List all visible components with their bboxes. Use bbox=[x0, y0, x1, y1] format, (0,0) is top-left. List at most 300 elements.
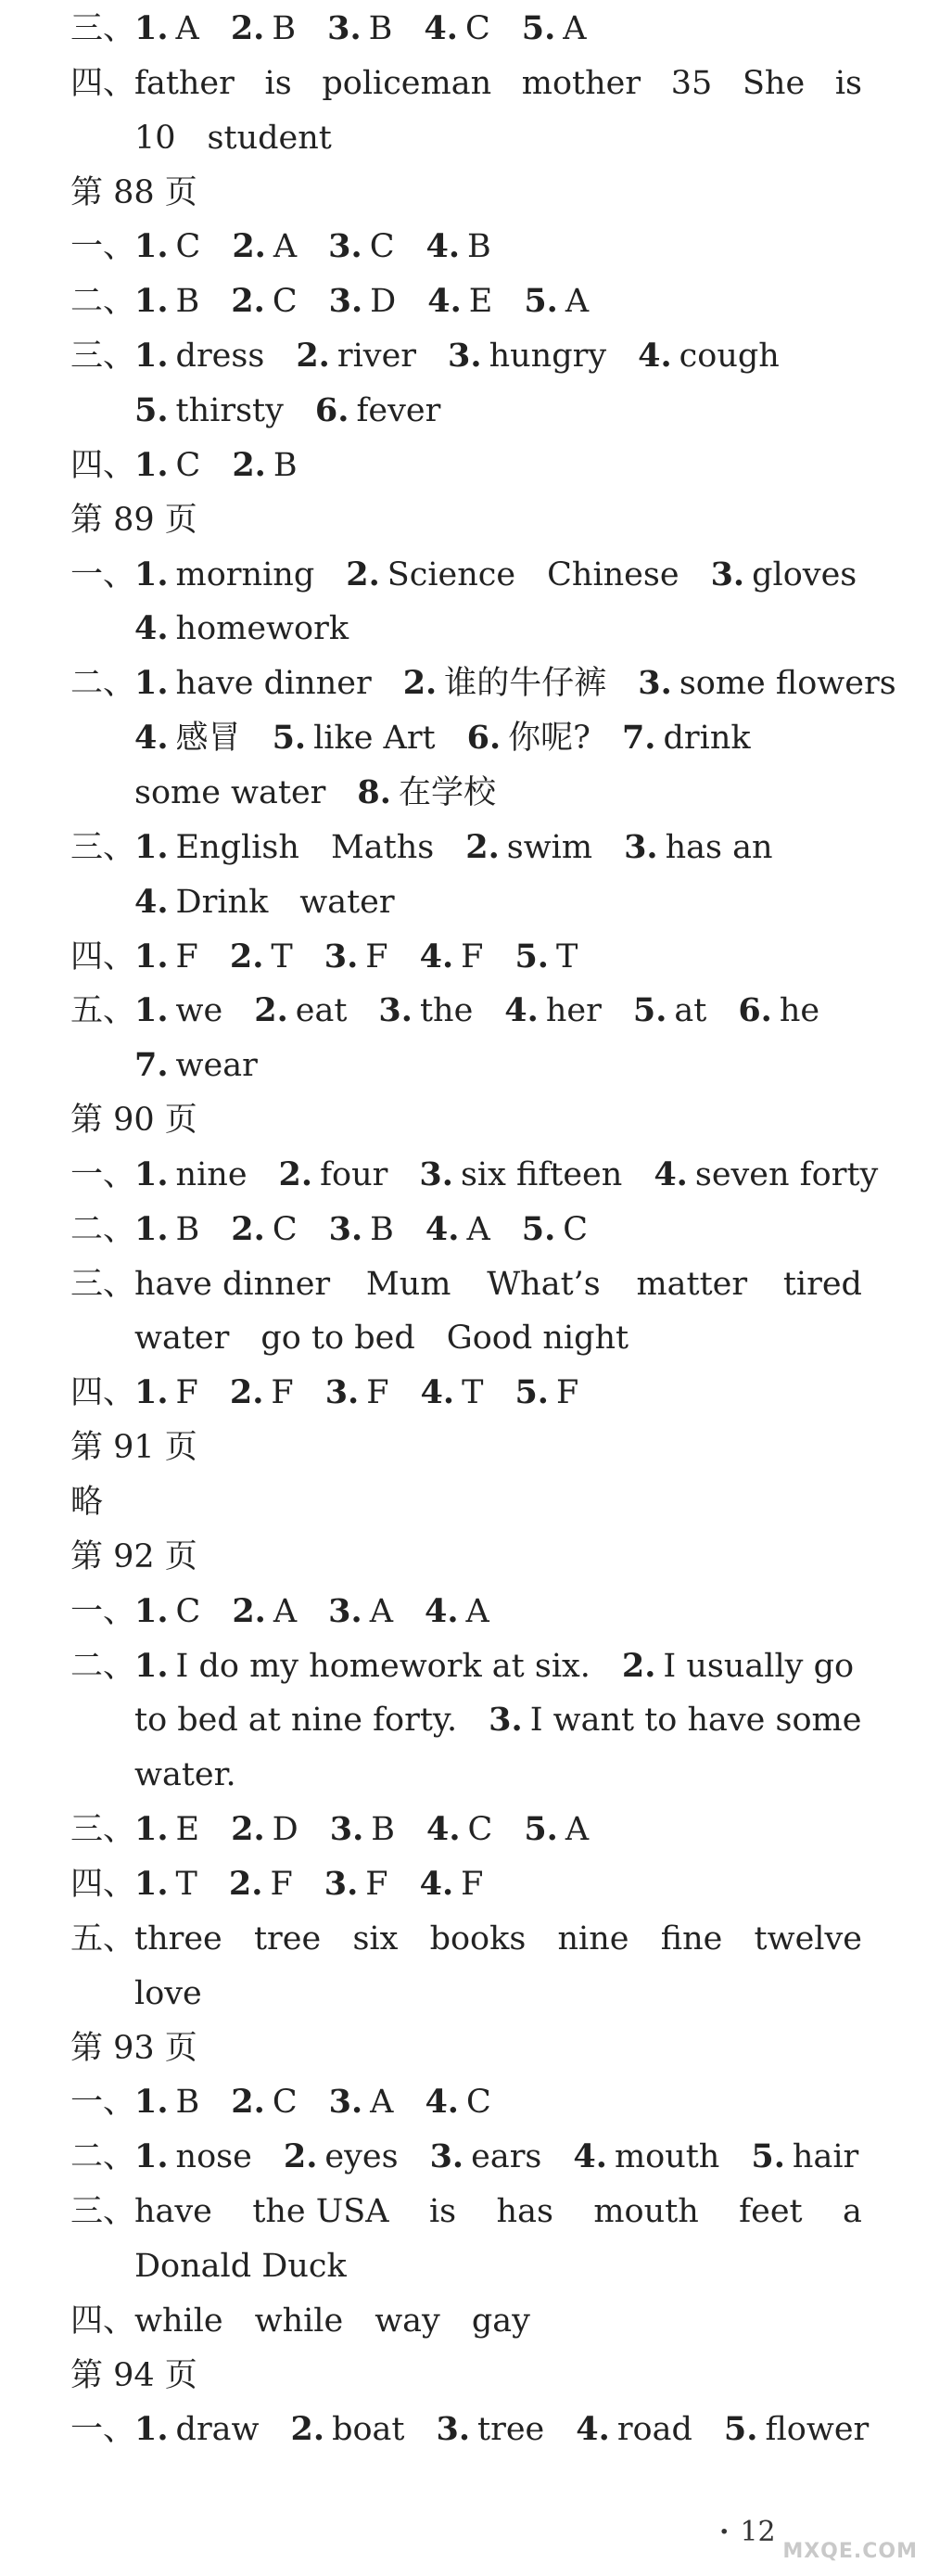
answer-item bbox=[322, 57, 491, 110]
answer-item bbox=[315, 384, 440, 438]
item-number: 5. bbox=[524, 1810, 558, 1848]
answer-item bbox=[134, 1039, 258, 1092]
item-number: 1. bbox=[134, 227, 169, 266]
answer-text: way bbox=[375, 2302, 440, 2340]
page-heading bbox=[0, 166, 927, 220]
answer-item bbox=[134, 1803, 199, 1856]
page-heading-text: 第 89 页 bbox=[70, 501, 197, 539]
answer-line-continued bbox=[0, 1311, 927, 1365]
answer-item bbox=[638, 329, 780, 383]
answer-row bbox=[134, 1748, 862, 1802]
answer-text: 10 bbox=[134, 119, 176, 157]
answer-text: while bbox=[254, 2302, 344, 2340]
item-number: 2. bbox=[232, 1591, 266, 1630]
answer-item bbox=[134, 930, 198, 984]
answer-text: 你呢? bbox=[508, 720, 590, 758]
section-label: 一、 bbox=[70, 2084, 136, 2122]
answer-item bbox=[467, 711, 590, 765]
answer-text: ears bbox=[471, 2138, 542, 2176]
answer-text: F bbox=[365, 1865, 388, 1903]
answer-text: A bbox=[369, 1592, 393, 1630]
answer-item bbox=[291, 2403, 405, 2456]
item-number: 4. bbox=[134, 609, 169, 648]
answer-item bbox=[738, 984, 819, 1038]
answer-text: Donald Duck bbox=[134, 2247, 347, 2285]
item-number: 4. bbox=[424, 9, 458, 47]
answer-row bbox=[134, 711, 862, 765]
answer-item bbox=[427, 274, 492, 328]
answer-item bbox=[547, 548, 679, 602]
answer-text: A bbox=[466, 1210, 490, 1248]
answer-text: water bbox=[299, 883, 395, 921]
answer-row bbox=[134, 439, 862, 492]
answer-row bbox=[134, 1967, 862, 2021]
item-number: 2. bbox=[402, 664, 438, 703]
answer-item bbox=[593, 2185, 698, 2238]
answer-item bbox=[331, 821, 434, 874]
answer-line-continued bbox=[0, 1967, 927, 2021]
answer-item bbox=[522, 2, 587, 56]
answer-text: A bbox=[273, 228, 298, 266]
answer-line bbox=[0, 821, 927, 874]
answer-item bbox=[134, 766, 325, 820]
answer-text: F bbox=[175, 1374, 198, 1412]
answer-item bbox=[426, 1803, 492, 1856]
answer-text: C bbox=[175, 446, 201, 484]
answer-row bbox=[134, 1148, 879, 1202]
answer-text: gay bbox=[471, 2302, 530, 2340]
answer-item bbox=[134, 2403, 260, 2456]
answer-item bbox=[743, 57, 805, 110]
answer-text: six bbox=[352, 1919, 399, 1958]
answer-item bbox=[524, 274, 589, 328]
section-label: 二、 bbox=[70, 665, 136, 703]
item-number: 2. bbox=[229, 1373, 264, 1412]
answer-text: I want to have some bbox=[529, 1702, 862, 1740]
answer-row bbox=[134, 875, 862, 929]
section-label: 四、 bbox=[70, 64, 136, 102]
item-number: 2. bbox=[278, 1154, 313, 1193]
answer-text: wear bbox=[175, 1047, 258, 1085]
answer-item bbox=[324, 930, 388, 984]
page-heading-text: 第 90 页 bbox=[70, 1102, 197, 1139]
answer-text: books bbox=[429, 1919, 527, 1958]
answer-item bbox=[425, 1585, 489, 1639]
answer-text: I do my homework at six. bbox=[175, 1647, 590, 1685]
answer-item bbox=[134, 1748, 236, 1802]
answer-text: F bbox=[175, 937, 198, 976]
answer-text: B bbox=[272, 10, 297, 47]
page-heading bbox=[0, 2349, 927, 2403]
item-number: 5. bbox=[134, 390, 169, 429]
answer-text: Chinese bbox=[547, 555, 679, 593]
answer-item bbox=[346, 548, 515, 602]
answer-row bbox=[134, 2239, 862, 2293]
answer-line bbox=[0, 1639, 927, 1693]
answer-text: C bbox=[272, 1210, 298, 1248]
answer-text: feet bbox=[739, 2193, 803, 2230]
answer-item bbox=[448, 329, 606, 383]
answer-item bbox=[558, 1912, 629, 1966]
answer-item bbox=[421, 1366, 484, 1420]
item-number: 1. bbox=[134, 337, 169, 376]
item-number: 1. bbox=[134, 991, 169, 1030]
answer-text: C bbox=[272, 2084, 298, 2122]
answer-text: drink bbox=[663, 720, 751, 758]
item-number: 4. bbox=[420, 1373, 455, 1412]
page-heading-text: 第 88 页 bbox=[70, 173, 197, 211]
answer-text: is bbox=[834, 64, 862, 102]
answer-text: draw bbox=[175, 2411, 260, 2449]
page-heading bbox=[0, 2021, 927, 2075]
answer-row bbox=[134, 1585, 862, 1639]
answer-item bbox=[134, 1366, 198, 1420]
answer-text: English bbox=[175, 828, 299, 866]
answer-item bbox=[134, 1967, 202, 2021]
answer-row bbox=[134, 2075, 862, 2129]
answer-row bbox=[134, 1639, 862, 1693]
answer-text: he bbox=[779, 992, 820, 1030]
item-number: 3. bbox=[624, 827, 658, 866]
item-number: 7. bbox=[621, 719, 656, 758]
item-number: 3. bbox=[324, 937, 359, 976]
answer-text: tired bbox=[782, 1265, 862, 1303]
answer-line-continued bbox=[0, 875, 927, 929]
answer-text: 在学校 bbox=[398, 773, 496, 811]
answer-item bbox=[134, 2239, 347, 2293]
answer-item bbox=[420, 930, 484, 984]
answer-line bbox=[0, 220, 927, 274]
answer-item bbox=[231, 1803, 298, 1856]
answer-item bbox=[273, 711, 436, 765]
answer-item bbox=[231, 2, 296, 56]
answer-item bbox=[134, 711, 241, 765]
answer-text: homework bbox=[175, 610, 349, 648]
item-number: 4. bbox=[504, 991, 539, 1030]
answer-item bbox=[134, 1585, 200, 1639]
answer-line bbox=[0, 1585, 927, 1639]
answer-text: thirsty bbox=[175, 391, 284, 429]
answer-item bbox=[296, 329, 416, 383]
answer-text: Mum bbox=[365, 1265, 451, 1303]
answer-item bbox=[232, 439, 297, 492]
answer-text: nine bbox=[557, 1919, 629, 1958]
item-number: 7. bbox=[134, 1046, 169, 1085]
answer-text: fine bbox=[660, 1919, 723, 1958]
item-number: 5. bbox=[751, 2137, 785, 2176]
item-number: 4. bbox=[134, 882, 169, 921]
answer-item bbox=[229, 1857, 293, 1911]
answer-text: tree bbox=[253, 1919, 322, 1958]
answer-line bbox=[0, 439, 927, 492]
answer-item bbox=[134, 384, 284, 438]
answer-text: twelve bbox=[754, 1919, 862, 1958]
item-number: 3. bbox=[710, 555, 745, 593]
answer-line bbox=[0, 548, 927, 602]
section-label: 三、 bbox=[70, 2193, 136, 2230]
answer-text: 感冒 bbox=[175, 720, 241, 758]
answer-row bbox=[134, 657, 896, 710]
answer-item bbox=[504, 984, 602, 1038]
answer-line bbox=[0, 1912, 927, 1966]
item-number: 5. bbox=[524, 282, 558, 321]
item-number: 1. bbox=[134, 937, 169, 976]
item-number: 2. bbox=[230, 9, 265, 47]
answer-text: T bbox=[555, 937, 578, 976]
item-number: 4. bbox=[654, 1154, 688, 1193]
answer-item bbox=[134, 602, 349, 656]
answer-text: Maths bbox=[330, 828, 435, 866]
answer-item bbox=[489, 1693, 861, 1747]
item-number: 2. bbox=[621, 1646, 656, 1685]
item-number: 1. bbox=[134, 2083, 169, 2122]
section-label: 一、 bbox=[70, 228, 136, 266]
answer-text: her bbox=[545, 992, 602, 1030]
section-label: 一、 bbox=[70, 1155, 136, 1193]
answer-text: T bbox=[462, 1374, 484, 1412]
item-number: 5. bbox=[723, 2410, 758, 2449]
answer-item bbox=[522, 1203, 588, 1256]
answer-row bbox=[134, 111, 862, 165]
page-heading-text: 第 94 页 bbox=[70, 2356, 197, 2394]
item-number: 3. bbox=[448, 337, 482, 376]
answer-item bbox=[230, 930, 293, 984]
answer-item bbox=[352, 1912, 398, 1966]
footer-dot: · bbox=[719, 2516, 730, 2548]
item-number: 2. bbox=[465, 827, 500, 866]
answer-item bbox=[134, 274, 199, 328]
item-number: 4. bbox=[424, 1591, 459, 1630]
answer-item bbox=[208, 111, 332, 165]
answer-text: Science bbox=[387, 555, 516, 593]
answer-line bbox=[0, 329, 927, 383]
item-number: 3. bbox=[324, 1373, 360, 1412]
item-number: 1. bbox=[134, 555, 169, 593]
answer-item bbox=[636, 1257, 747, 1311]
answer-text: A bbox=[175, 10, 199, 47]
answer-item bbox=[436, 2403, 544, 2456]
answer-text: fever bbox=[356, 391, 441, 429]
item-number: 5. bbox=[514, 937, 549, 976]
answer-text: E bbox=[175, 1811, 200, 1848]
answer-text: F bbox=[555, 1374, 579, 1412]
answer-line-continued bbox=[0, 384, 927, 438]
item-number: 1. bbox=[134, 2137, 169, 2176]
answer-item bbox=[357, 766, 496, 820]
answer-item bbox=[299, 875, 394, 929]
page-heading bbox=[0, 1093, 927, 1147]
answer-text: E bbox=[468, 283, 493, 321]
answer-item bbox=[134, 329, 264, 383]
answer-text: swim bbox=[506, 828, 593, 866]
section-label: 四、 bbox=[70, 937, 136, 976]
page-heading-text: 第 92 页 bbox=[70, 1537, 197, 1575]
answer-item bbox=[231, 274, 297, 328]
answer-text: a bbox=[843, 2193, 862, 2230]
answer-item bbox=[328, 1585, 393, 1639]
section-label: 一、 bbox=[70, 2411, 136, 2449]
answer-item bbox=[755, 1912, 862, 1966]
answer-text: at bbox=[674, 992, 707, 1030]
item-number: 6. bbox=[466, 719, 502, 758]
answer-item bbox=[403, 657, 607, 710]
answer-line bbox=[0, 2185, 927, 2238]
answer-line bbox=[0, 1257, 927, 1311]
answer-text: C bbox=[175, 1592, 201, 1630]
answer-text: we bbox=[175, 992, 223, 1030]
item-number: 2. bbox=[346, 555, 380, 593]
item-number: 5. bbox=[272, 719, 307, 758]
answer-text: morning bbox=[175, 555, 315, 593]
answer-text: F bbox=[270, 1865, 293, 1903]
answer-item bbox=[231, 1203, 297, 1256]
answer-row bbox=[134, 220, 862, 274]
answer-line bbox=[0, 274, 927, 328]
answer-item bbox=[447, 1311, 629, 1365]
answer-item bbox=[514, 1366, 578, 1420]
answer-text: B bbox=[273, 446, 298, 484]
answer-text: eyes bbox=[324, 2138, 399, 2176]
answer-item bbox=[231, 2075, 297, 2129]
section-label: 三、 bbox=[70, 10, 136, 47]
answer-text: C bbox=[465, 2084, 491, 2122]
answer-item bbox=[134, 1639, 590, 1693]
item-number: 1. bbox=[134, 282, 169, 321]
answer-text: go to bed bbox=[260, 1320, 415, 1358]
answer-text: river bbox=[337, 338, 417, 376]
item-number: 4. bbox=[425, 1209, 460, 1248]
answer-item bbox=[576, 2403, 692, 2456]
answer-row bbox=[134, 329, 862, 383]
answer-text: T bbox=[271, 937, 293, 976]
answer-line bbox=[0, 2130, 927, 2184]
item-number: 3. bbox=[328, 1591, 362, 1630]
answer-item bbox=[425, 2075, 490, 2129]
watermark: MXQE.COM bbox=[782, 2540, 918, 2563]
answer-text: Good night bbox=[446, 1320, 629, 1358]
answer-text: F bbox=[461, 937, 484, 976]
answer-text: F bbox=[366, 1374, 389, 1412]
answer-item bbox=[487, 1257, 601, 1311]
answer-item bbox=[324, 1857, 388, 1911]
item-number: 2. bbox=[283, 2137, 318, 2176]
answer-note-text: 略 bbox=[70, 1484, 104, 1521]
answer-row bbox=[134, 2294, 862, 2348]
answer-item bbox=[284, 2130, 399, 2184]
answer-item bbox=[328, 220, 394, 274]
answer-item bbox=[134, 875, 268, 929]
answer-text: gloves bbox=[752, 555, 857, 593]
item-number: 4. bbox=[425, 227, 461, 266]
answer-item bbox=[425, 220, 490, 274]
answer-row bbox=[134, 2403, 870, 2456]
answer-item bbox=[739, 2185, 802, 2238]
page-heading bbox=[0, 1421, 927, 1474]
answer-item bbox=[472, 2294, 530, 2348]
item-number: 3. bbox=[429, 2137, 464, 2176]
answer-text: while bbox=[134, 2302, 223, 2340]
answer-text: A bbox=[273, 1592, 298, 1630]
answer-item bbox=[134, 548, 314, 602]
item-number: 3. bbox=[327, 9, 362, 47]
answer-item bbox=[134, 1857, 197, 1911]
section-label: 五、 bbox=[70, 1919, 136, 1958]
answer-text: C bbox=[272, 283, 298, 321]
answer-line bbox=[0, 2075, 927, 2129]
answer-row bbox=[134, 930, 862, 984]
answer-line bbox=[0, 1148, 927, 1202]
answer-item bbox=[638, 657, 895, 710]
answer-item bbox=[134, 2130, 252, 2184]
answer-item bbox=[622, 711, 751, 765]
item-number: 1. bbox=[134, 1373, 169, 1412]
answer-text: F bbox=[365, 937, 388, 976]
answer-line bbox=[0, 2294, 927, 2348]
answer-item bbox=[522, 57, 641, 110]
item-number: 1. bbox=[134, 1646, 169, 1685]
item-number: 1. bbox=[134, 1154, 169, 1193]
item-number: 1. bbox=[134, 1810, 169, 1848]
answer-text: C bbox=[369, 228, 395, 266]
answer-item bbox=[230, 1366, 294, 1420]
answer-text: love bbox=[134, 1974, 202, 2012]
item-number: 3. bbox=[489, 1701, 523, 1740]
answer-item bbox=[260, 1311, 414, 1365]
item-number: 1. bbox=[134, 2410, 169, 2449]
answer-text: nose bbox=[175, 2138, 252, 2176]
answer-item bbox=[654, 1148, 878, 1202]
answer-item bbox=[843, 2185, 862, 2238]
answer-text: hungry bbox=[489, 338, 607, 376]
answer-line bbox=[0, 984, 927, 1038]
answer-row bbox=[134, 1257, 862, 1311]
item-number: 5. bbox=[521, 1209, 556, 1248]
section-label: 二、 bbox=[70, 1210, 136, 1248]
answer-note bbox=[0, 1475, 927, 1529]
item-number: 2. bbox=[290, 2410, 325, 2449]
answer-item bbox=[430, 1912, 527, 1966]
answer-item bbox=[465, 821, 592, 874]
answer-text: mother bbox=[521, 64, 641, 102]
item-number: 2. bbox=[254, 991, 288, 1030]
answer-line-continued bbox=[0, 2239, 927, 2293]
answer-row bbox=[134, 57, 862, 110]
answer-item bbox=[265, 57, 292, 110]
item-number: 4. bbox=[576, 2410, 610, 2449]
answer-row bbox=[134, 1857, 862, 1911]
answer-text: B bbox=[175, 283, 200, 321]
item-number: 4. bbox=[134, 719, 169, 758]
answer-item bbox=[835, 57, 862, 110]
answer-row bbox=[134, 602, 862, 656]
item-number: 2. bbox=[231, 1209, 265, 1248]
answer-text: D bbox=[370, 283, 397, 321]
item-number: 3. bbox=[638, 664, 672, 703]
answer-text: has bbox=[496, 2193, 553, 2230]
answer-item bbox=[783, 1257, 862, 1311]
section-label: 四、 bbox=[70, 1374, 136, 1412]
answer-text: B bbox=[371, 1811, 395, 1848]
item-number: 2. bbox=[231, 282, 265, 321]
answer-item bbox=[325, 1366, 389, 1420]
item-number: 3. bbox=[324, 1864, 359, 1903]
answer-line bbox=[0, 1203, 927, 1256]
item-number: 1. bbox=[134, 827, 169, 866]
page-heading bbox=[0, 493, 927, 547]
answer-text: water. bbox=[134, 1756, 236, 1794]
answer-line-continued bbox=[0, 602, 927, 656]
answer-text: policeman bbox=[322, 64, 492, 102]
